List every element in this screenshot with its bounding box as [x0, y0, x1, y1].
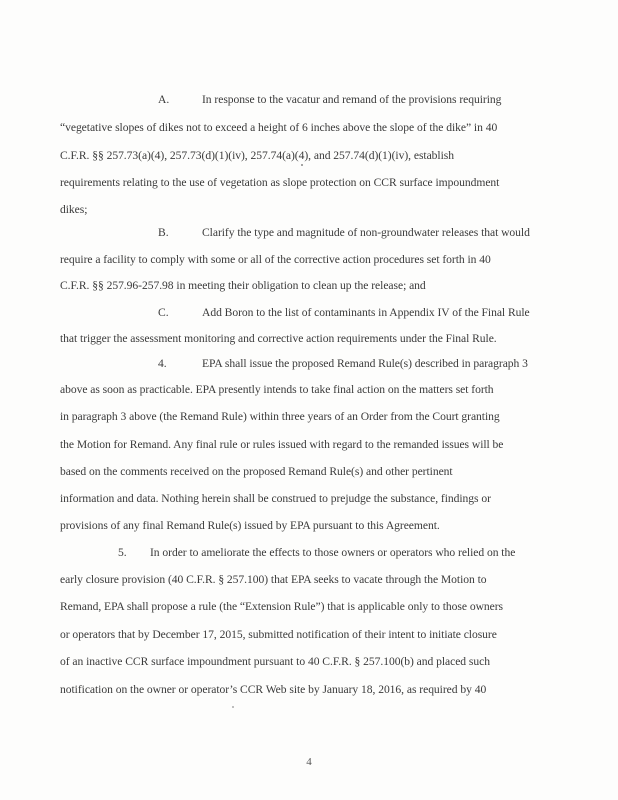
text-line: information and data. Nothing herein shall be construed to prejudge the substance, findings or: [60, 492, 491, 505]
text-line: that trigger the assessment monitoring and corrective action requirements under the Final Rule.: [60, 332, 497, 345]
text-line: based on the comments received on the proposed Remand Rule(s) and other pertinent: [60, 465, 453, 478]
text-line: or operators that by December 17, 2015, submitted notification of their intent to initiate closure: [60, 628, 497, 641]
text-line: of an inactive CCR surface impoundment pursuant to 40 C.F.R. § 257.100(b) and placed such: [60, 655, 490, 668]
text-line: above as soon as practicable. EPA presently intends to take final action on the matters set forth: [60, 383, 494, 396]
item-label: B.: [158, 226, 169, 239]
item-label: C.: [158, 306, 169, 319]
text-line: requirements relating to the use of vegetation as slope protection on CCR surface impoundment: [60, 176, 500, 189]
text-line: early closure provision (40 C.F.R. § 257.100) that EPA seeks to vacate through the Motion to: [60, 573, 487, 586]
item-label: 4.: [158, 357, 167, 370]
text-line: Clarify the type and magnitude of non-groundwater releases that would: [202, 226, 530, 239]
text-line: In order to ameliorate the effects to those owners or operators who relied on the: [150, 546, 516, 559]
text-line: In response to the vacatur and remand of the provisions requiring: [202, 93, 502, 106]
text-line: the Motion for Remand. Any final rule or rules issued with regard to the remanded issues will be: [60, 438, 504, 451]
text-line: provisions of any final Remand Rule(s) issued by EPA pursuant to this Agreement.: [60, 519, 440, 532]
scan-speck: [301, 164, 303, 166]
item-label: 5.: [118, 546, 127, 559]
text-line: “vegetative slopes of dikes not to exceed a height of 6 inches above the slope of the dike” in 40: [60, 121, 498, 134]
text-line: in paragraph 3 above (the Remand Rule) within three years of an Order from the Court granting: [60, 410, 500, 423]
scan-speck: [232, 706, 234, 708]
item-label: A.: [158, 93, 170, 106]
page-number: 4: [306, 756, 312, 768]
text-line: require a facility to comply with some or all of the corrective action procedures set forth in 40: [60, 253, 491, 266]
text-line: notification on the owner or operator’s CCR Web site by January 18, 2016, as required by 40: [60, 683, 487, 696]
text-line: dikes;: [60, 203, 88, 216]
text-line: C.F.R. §§ 257.73(a)(4), 257.73(d)(1)(iv), 257.74(a)(4), and 257.74(d)(1)(iv), establish: [60, 149, 454, 162]
text-line: EPA shall issue the proposed Remand Rule(s) described in paragraph 3: [202, 357, 528, 370]
text-line: C.F.R. §§ 257.96-257.98 in meeting their obligation to clean up the release; and: [60, 279, 426, 292]
text-line: Add Boron to the list of contaminants in Appendix IV of the Final Rule: [202, 306, 530, 319]
text-line: Remand, EPA shall propose a rule (the “Extension Rule”) that is applicable only to those owners: [60, 600, 504, 613]
